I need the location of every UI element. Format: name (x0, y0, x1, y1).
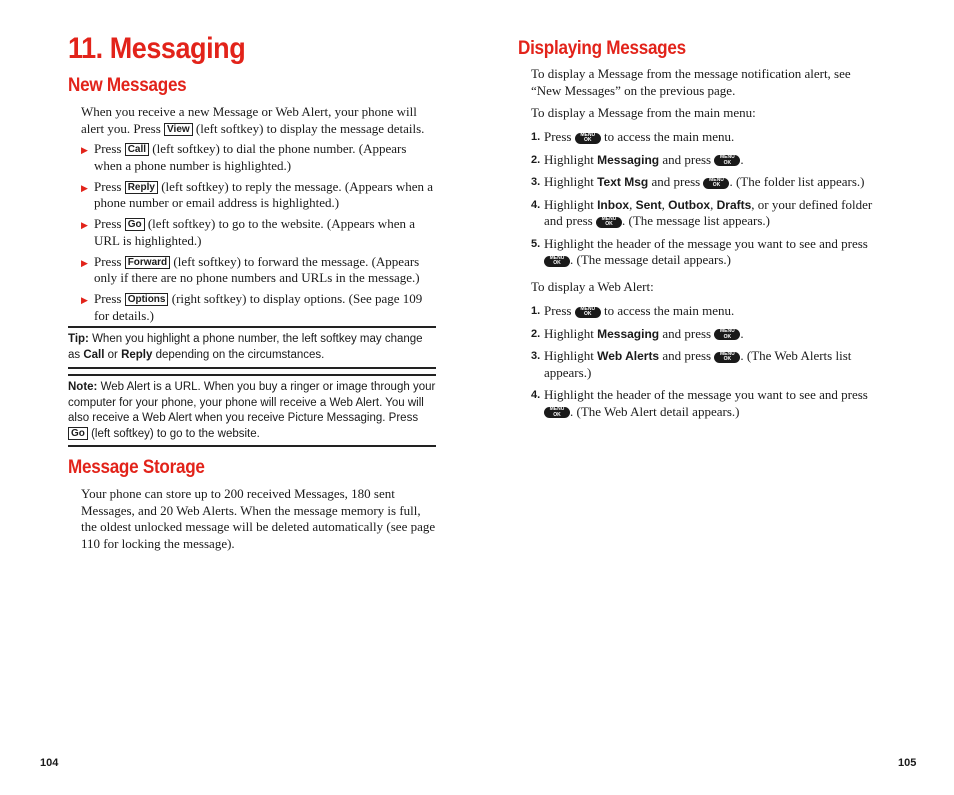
menu-ok-key-icon: MENU OK (703, 178, 729, 189)
bullet-arrow-icon: ▶ (81, 295, 88, 305)
message-storage-text: Your phone can store up to 200 received Messages, 180 sent Messages, and 20 Web Alerts. When the message memory is full, the oldest unlocked message will be deleted automatically (see page 110 for locking the message). (81, 486, 436, 551)
list-item: 1. Press MENU OK to access the main menu. (531, 303, 735, 318)
tip-box: Tip: When you highlight a phone number, the left softkey may change as Call or Reply depending on the circumstances. (68, 326, 436, 369)
bullet-arrow-icon: ▶ (81, 220, 88, 230)
list-item: ▶ Press Go (left softkey) to go to the website. (Appears when a URL is highlighted.) (81, 216, 415, 248)
menu-ok-key-icon: MENU OK (544, 256, 570, 267)
list-item: 3. Highlight Web Alerts and press MENU OK . (The Web Alerts list appears.) (531, 348, 852, 380)
reply-softkey-label: Reply (125, 181, 158, 194)
menu-ok-key-icon: MENU OK (714, 329, 740, 340)
list-item: 3. Highlight Text Msg and press MENU OK . (The folder list appears.) (531, 174, 865, 189)
list-item: 2. Highlight Messaging and press MENU OK . (531, 325, 744, 341)
list-item: ▶ Press Options (right softkey) to display options. (See page 109 for details.) (81, 291, 423, 323)
menu-ok-key-icon: MENU OK (575, 307, 601, 318)
menu-ok-key-icon: MENU OK (596, 217, 622, 228)
menu-ok-key-icon: MENU OK (714, 155, 740, 166)
list-item: 2. Highlight Messaging and press MENU OK . (531, 151, 744, 167)
menu-ok-key-icon: MENU OK (544, 407, 570, 418)
new-messages-heading: New Messages (68, 75, 187, 96)
bullet-arrow-icon: ▶ (81, 145, 88, 155)
page-number-right: 105 (898, 757, 917, 769)
options-softkey-label: Options (125, 293, 169, 306)
main-menu-steps (518, 129, 890, 269)
intro-main-menu: To display a Message from the main menu: (531, 105, 756, 120)
intro-web-alert: To display a Web Alert: (531, 279, 654, 294)
displaying-messages-heading: Displaying Messages (518, 38, 686, 59)
new-messages-intro: When you receive a new Message or Web Alert, your phone will alert you. Press View (left softkey) to display the message details. (81, 104, 425, 136)
list-item: ▶ Press Call (left softkey) to dial the phone number. (Appears when a phone number is highlighted.) (81, 141, 407, 173)
list-item: ▶ Press Reply (left softkey) to reply the message. (Appears when a phone number or email address is highlighted.) (81, 178, 434, 210)
go-softkey-label: Go (68, 427, 88, 440)
page-number-left: 104 (40, 757, 59, 769)
list-item: 5. Highlight the header of the message you want to see and press MENU OK . (The message detail appears.) (531, 235, 868, 267)
bullet-arrow-icon: ▶ (81, 182, 88, 193)
list-item: ▶ Press Forward (left softkey) to forward the message. (Appears only if there are no phone numbers and URLs in the message.) (81, 253, 420, 285)
chapter-title: 11. Messaging (68, 32, 246, 65)
web-alert-steps (518, 303, 890, 420)
list-item: 4. Highlight Inbox, Sent, Outbox, Drafts, or your defined folder and press MENU OK . (The message list appears.) (531, 196, 873, 228)
go-softkey-label: Go (125, 218, 145, 231)
call-softkey-label: Call (125, 143, 149, 156)
list-item: 1. Press MENU OK to access the main menu. (531, 129, 735, 144)
note-box: Note: Web Alert is a URL. When you buy a ringer or image through your computer for your phone, your phone will receive a Web Alert. You will also receive a Web Alert when you receive Picture Messaging. Press Go (left softkey) to go to the website. (68, 374, 436, 447)
menu-ok-key-icon: MENU OK (714, 352, 740, 363)
view-softkey-label: View (164, 123, 193, 136)
softkey-bullet-list (68, 141, 436, 324)
menu-ok-key-icon: MENU OK (575, 133, 601, 144)
bullet-arrow-icon: ▶ (81, 257, 88, 268)
forward-softkey-label: Forward (125, 256, 170, 269)
message-storage-heading: Message Storage (68, 457, 205, 478)
list-item: 4. Highlight the header of the message you want to see and press MENU OK . (The Web Alert detail appears.) (531, 387, 868, 419)
intro-notification: To display a Message from the message notification alert, see “New Messages” on the previous page. (531, 66, 851, 98)
